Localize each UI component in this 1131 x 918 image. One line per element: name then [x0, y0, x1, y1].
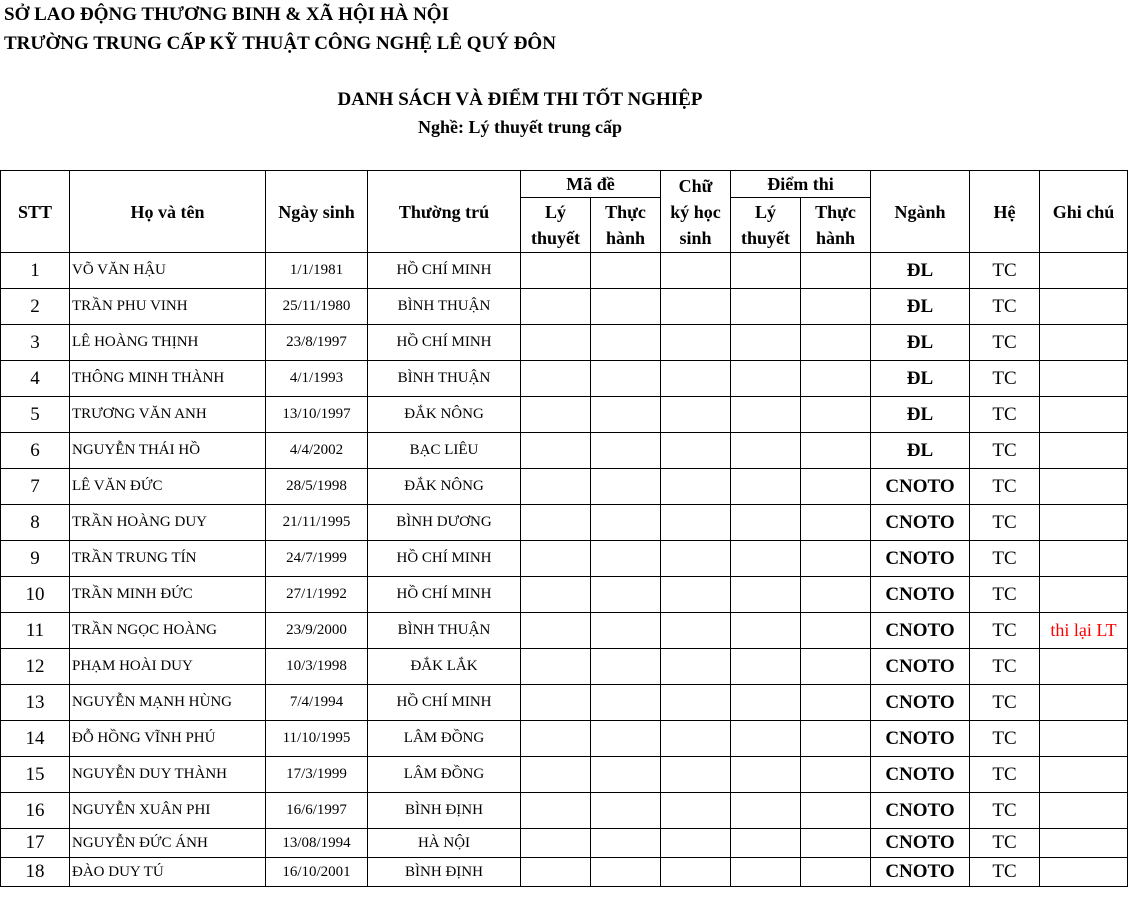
row-score-practice	[801, 577, 871, 613]
table-row	[1, 433, 1128, 469]
org-line-1: SỞ LAO ĐỘNG THƯƠNG BINH & XÃ HỘI HÀ NỘI	[4, 4, 449, 25]
row-dob: 21/11/1995	[266, 505, 368, 541]
row-score-practice	[801, 613, 871, 649]
row-stt: 3	[1, 325, 70, 361]
row-major: CNOTO	[871, 577, 970, 613]
org-line-2: TRƯỜNG TRUNG CẤP KỸ THUẬT CÔNG NGHỆ LÊ QUÝ ĐÔN	[4, 33, 556, 54]
row-address: ĐẮK LẮK	[368, 649, 521, 685]
row-exam-code-practice	[591, 253, 661, 289]
row-score-theory	[731, 253, 801, 289]
row-exam-code-theory	[521, 253, 591, 289]
row-exam-code-theory	[521, 325, 591, 361]
header-signature-line2: ký học	[670, 201, 721, 222]
row-name: NGUYỄN ĐỨC ÁNH	[70, 829, 266, 858]
row-signature	[661, 757, 731, 793]
row-exam-code-practice	[591, 649, 661, 685]
row-note	[1040, 793, 1128, 829]
row-dob: 7/4/1994	[266, 685, 368, 721]
row-score-practice	[801, 858, 871, 887]
row-name: TRƯƠNG VĂN ANH	[70, 397, 266, 433]
row-exam-code-practice	[591, 577, 661, 613]
row-exam-code-theory	[521, 649, 591, 685]
row-note	[1040, 397, 1128, 433]
exam-results-table	[0, 170, 1128, 887]
row-name: TRẦN HOÀNG DUY	[70, 505, 266, 541]
header-score-practice	[801, 198, 871, 253]
row-name: PHẠM HOÀI DUY	[70, 649, 266, 685]
row-major: CNOTO	[871, 613, 970, 649]
row-system: TC	[970, 613, 1040, 649]
row-signature	[661, 289, 731, 325]
row-exam-code-theory	[521, 793, 591, 829]
row-name: LÊ VĂN ĐỨC	[70, 469, 266, 505]
row-score-practice	[801, 505, 871, 541]
row-stt: 12	[1, 649, 70, 685]
row-exam-code-practice	[591, 793, 661, 829]
row-score-theory	[731, 397, 801, 433]
row-address: LÂM ĐỒNG	[368, 757, 521, 793]
row-system: TC	[970, 289, 1040, 325]
header-dob: Ngày sinh	[266, 171, 368, 253]
header-exam-code: Mã đề	[521, 171, 661, 198]
row-exam-code-practice	[591, 325, 661, 361]
row-score-theory	[731, 793, 801, 829]
header-major: Ngành	[871, 171, 970, 253]
row-score-theory	[731, 757, 801, 793]
row-exam-code-practice	[591, 613, 661, 649]
row-address: HỒ CHÍ MINH	[368, 541, 521, 577]
row-dob: 13/08/1994	[266, 829, 368, 858]
row-address: BÌNH ĐỊNH	[368, 793, 521, 829]
header-exam-code-theory-line1: Lý	[544, 202, 566, 222]
header-score-practice-line1: Thực	[815, 202, 856, 222]
row-address: ĐẮK NÔNG	[368, 397, 521, 433]
row-score-practice	[801, 757, 871, 793]
table-row	[1, 505, 1128, 541]
row-system: TC	[970, 397, 1040, 433]
row-stt: 11	[1, 613, 70, 649]
row-exam-code-theory	[521, 541, 591, 577]
row-dob: 24/7/1999	[266, 541, 368, 577]
row-major: CNOTO	[871, 757, 970, 793]
row-exam-code-practice	[591, 397, 661, 433]
row-note	[1040, 433, 1128, 469]
header-signature	[661, 171, 731, 253]
row-address: BÌNH ĐỊNH	[368, 858, 521, 887]
header-exam-code-theory	[521, 198, 591, 253]
row-score-practice	[801, 793, 871, 829]
row-exam-code-theory	[521, 613, 591, 649]
row-exam-code-theory	[521, 289, 591, 325]
row-note	[1040, 649, 1128, 685]
row-signature	[661, 361, 731, 397]
row-name: NGUYỄN XUÂN PHI	[70, 793, 266, 829]
row-address: BẠC LIÊU	[368, 433, 521, 469]
row-score-theory	[731, 649, 801, 685]
row-signature	[661, 505, 731, 541]
row-exam-code-practice	[591, 505, 661, 541]
row-score-practice	[801, 325, 871, 361]
row-name: NGUYỄN THÁI HỒ	[70, 433, 266, 469]
table-row	[1, 397, 1128, 433]
row-major: CNOTO	[871, 829, 970, 858]
row-score-practice	[801, 433, 871, 469]
row-score-theory	[731, 613, 801, 649]
row-exam-code-practice	[591, 721, 661, 757]
row-score-practice	[801, 289, 871, 325]
row-name: TRẦN NGỌC HOÀNG	[70, 613, 266, 649]
header-score-theory-line1: Lý	[754, 202, 776, 222]
row-dob: 4/4/2002	[266, 433, 368, 469]
row-major: ĐL	[871, 253, 970, 289]
row-score-practice	[801, 469, 871, 505]
table-row	[1, 685, 1128, 721]
row-note	[1040, 469, 1128, 505]
row-name: TRẦN PHU VINH	[70, 289, 266, 325]
row-note	[1040, 325, 1128, 361]
row-note	[1040, 858, 1128, 887]
row-system: TC	[970, 793, 1040, 829]
header-score: Điểm thi	[731, 171, 871, 198]
row-score-theory	[731, 685, 801, 721]
row-score-theory	[731, 361, 801, 397]
row-signature	[661, 325, 731, 361]
row-major: CNOTO	[871, 469, 970, 505]
row-exam-code-theory	[521, 829, 591, 858]
row-address: HỒ CHÍ MINH	[368, 685, 521, 721]
row-exam-code-theory	[521, 757, 591, 793]
row-signature	[661, 541, 731, 577]
row-score-practice	[801, 361, 871, 397]
row-signature	[661, 649, 731, 685]
row-stt: 10	[1, 577, 70, 613]
table-row	[1, 541, 1128, 577]
row-major: CNOTO	[871, 793, 970, 829]
row-dob: 1/1/1981	[266, 253, 368, 289]
row-dob: 16/10/2001	[266, 858, 368, 887]
row-system: TC	[970, 757, 1040, 793]
row-stt: 5	[1, 397, 70, 433]
header-score-theory-line2: thuyết	[741, 228, 790, 248]
row-major: ĐL	[871, 361, 970, 397]
row-stt: 2	[1, 289, 70, 325]
row-score-theory	[731, 505, 801, 541]
row-dob: 23/9/2000	[266, 613, 368, 649]
row-exam-code-practice	[591, 541, 661, 577]
row-dob: 27/1/1992	[266, 577, 368, 613]
row-note: thi lại LT	[1040, 613, 1128, 649]
header-address: Thường trú	[368, 171, 521, 253]
header-signature-line3: sinh	[679, 227, 712, 248]
row-dob: 4/1/1993	[266, 361, 368, 397]
row-score-theory	[731, 829, 801, 858]
row-note	[1040, 505, 1128, 541]
row-score-theory	[731, 325, 801, 361]
row-dob: 16/6/1997	[266, 793, 368, 829]
row-system: TC	[970, 541, 1040, 577]
row-address: BÌNH DƯƠNG	[368, 505, 521, 541]
row-exam-code-theory	[521, 505, 591, 541]
row-stt: 13	[1, 685, 70, 721]
table-row	[1, 253, 1128, 289]
row-note	[1040, 361, 1128, 397]
row-score-practice	[801, 253, 871, 289]
row-major: CNOTO	[871, 649, 970, 685]
header-score-practice-line2: hành	[815, 228, 856, 248]
row-score-theory	[731, 289, 801, 325]
row-note	[1040, 541, 1128, 577]
row-note	[1040, 685, 1128, 721]
row-signature	[661, 829, 731, 858]
row-stt: 14	[1, 721, 70, 757]
row-score-practice	[801, 397, 871, 433]
row-name: NGUYỄN DUY THÀNH	[70, 757, 266, 793]
row-name: TRẦN TRUNG TÍN	[70, 541, 266, 577]
row-note	[1040, 289, 1128, 325]
header-exam-code-practice	[591, 198, 661, 253]
table-row	[1, 577, 1128, 613]
row-system: TC	[970, 685, 1040, 721]
row-exam-code-practice	[591, 858, 661, 887]
row-stt: 4	[1, 361, 70, 397]
header-score-theory	[731, 198, 801, 253]
table-row	[1, 289, 1128, 325]
row-name: LÊ HOÀNG THỊNH	[70, 325, 266, 361]
header-exam-code-theory-line2: thuyết	[531, 228, 580, 248]
row-system: TC	[970, 577, 1040, 613]
row-signature	[661, 577, 731, 613]
row-exam-code-practice	[591, 289, 661, 325]
row-stt: 15	[1, 757, 70, 793]
row-exam-code-theory	[521, 721, 591, 757]
row-signature	[661, 397, 731, 433]
row-name: VÕ VĂN HẬU	[70, 253, 266, 289]
row-signature	[661, 793, 731, 829]
row-system: TC	[970, 858, 1040, 887]
row-note	[1040, 757, 1128, 793]
row-note	[1040, 721, 1128, 757]
row-exam-code-practice	[591, 757, 661, 793]
table-row	[1, 361, 1128, 397]
row-stt: 9	[1, 541, 70, 577]
row-dob: 17/3/1999	[266, 757, 368, 793]
row-stt: 8	[1, 505, 70, 541]
row-signature	[661, 685, 731, 721]
row-stt: 17	[1, 829, 70, 858]
row-dob: 11/10/1995	[266, 721, 368, 757]
row-exam-code-practice	[591, 829, 661, 858]
row-exam-code-practice	[591, 685, 661, 721]
row-address: ĐẮK NÔNG	[368, 469, 521, 505]
row-address: LÂM ĐỒNG	[368, 721, 521, 757]
row-signature	[661, 721, 731, 757]
header-system: Hệ	[970, 171, 1040, 253]
row-major: ĐL	[871, 433, 970, 469]
row-exam-code-theory	[521, 577, 591, 613]
row-signature	[661, 253, 731, 289]
row-exam-code-theory	[521, 858, 591, 887]
row-major: CNOTO	[871, 858, 970, 887]
row-stt: 1	[1, 253, 70, 289]
row-name: ĐÀO DUY TÚ	[70, 858, 266, 887]
document-subtitle: Nghề: Lý thuyết trung cấp	[417, 117, 622, 137]
header-note: Ghi chú	[1040, 171, 1128, 253]
row-exam-code-theory	[521, 685, 591, 721]
row-score-practice	[801, 721, 871, 757]
row-stt: 18	[1, 858, 70, 887]
row-dob: 25/11/1980	[266, 289, 368, 325]
row-name: ĐỖ HỒNG VĨNH PHÚ	[70, 721, 266, 757]
row-exam-code-theory	[521, 397, 591, 433]
row-major: CNOTO	[871, 505, 970, 541]
row-stt: 6	[1, 433, 70, 469]
row-major: ĐL	[871, 397, 970, 433]
row-exam-code-theory	[521, 433, 591, 469]
table-row	[1, 325, 1128, 361]
row-note	[1040, 829, 1128, 858]
row-exam-code-practice	[591, 469, 661, 505]
row-dob: 28/5/1998	[266, 469, 368, 505]
row-address: BÌNH THUẬN	[368, 613, 521, 649]
row-name: NGUYỄN MẠNH HÙNG	[70, 685, 266, 721]
row-address: HỒ CHÍ MINH	[368, 577, 521, 613]
row-signature	[661, 433, 731, 469]
header-exam-code-practice-line2: hành	[605, 228, 646, 248]
row-stt: 7	[1, 469, 70, 505]
row-system: TC	[970, 253, 1040, 289]
row-system: TC	[970, 361, 1040, 397]
row-score-theory	[731, 721, 801, 757]
row-score-practice	[801, 541, 871, 577]
row-score-theory	[731, 541, 801, 577]
row-score-practice	[801, 685, 871, 721]
row-address: HÀ NỘI	[368, 829, 521, 858]
row-dob: 10/3/1998	[266, 649, 368, 685]
row-exam-code-theory	[521, 469, 591, 505]
header-exam-code-practice-line1: Thực	[605, 202, 646, 222]
row-name: TRẦN MINH ĐỨC	[70, 577, 266, 613]
table-row	[1, 721, 1128, 757]
header-name: Họ và tên	[70, 171, 266, 253]
table-row	[1, 829, 1128, 858]
row-score-theory	[731, 469, 801, 505]
table-row	[1, 757, 1128, 793]
document-title: DANH SÁCH VÀ ĐIỂM THI TỐT NGHIỆP	[337, 89, 703, 110]
row-system: TC	[970, 649, 1040, 685]
table-row	[1, 793, 1128, 829]
row-score-theory	[731, 433, 801, 469]
row-exam-code-theory	[521, 361, 591, 397]
table-row	[1, 469, 1128, 505]
row-signature	[661, 858, 731, 887]
row-system: TC	[970, 325, 1040, 361]
table-row	[1, 858, 1128, 887]
row-address: HỒ CHÍ MINH	[368, 253, 521, 289]
header-stt: STT	[1, 171, 70, 253]
row-note	[1040, 253, 1128, 289]
row-name: THÔNG MINH THÀNH	[70, 361, 266, 397]
row-system: TC	[970, 505, 1040, 541]
row-score-theory	[731, 858, 801, 887]
row-signature	[661, 613, 731, 649]
table-row	[1, 613, 1128, 649]
row-dob: 23/8/1997	[266, 325, 368, 361]
row-address: HỒ CHÍ MINH	[368, 325, 521, 361]
row-score-theory	[731, 577, 801, 613]
row-score-practice	[801, 649, 871, 685]
row-system: TC	[970, 829, 1040, 858]
row-major: CNOTO	[871, 685, 970, 721]
row-exam-code-practice	[591, 433, 661, 469]
row-system: TC	[970, 721, 1040, 757]
row-major: ĐL	[871, 325, 970, 361]
row-signature	[661, 469, 731, 505]
row-major: CNOTO	[871, 721, 970, 757]
row-score-practice	[801, 829, 871, 858]
row-address: BÌNH THUẬN	[368, 289, 521, 325]
row-major: ĐL	[871, 289, 970, 325]
row-address: BÌNH THUẬN	[368, 361, 521, 397]
row-note	[1040, 577, 1128, 613]
row-major: CNOTO	[871, 541, 970, 577]
row-dob: 13/10/1997	[266, 397, 368, 433]
row-system: TC	[970, 433, 1040, 469]
table-row	[1, 649, 1128, 685]
row-stt: 16	[1, 793, 70, 829]
header-signature-line1: Chữ	[678, 175, 713, 196]
row-system: TC	[970, 469, 1040, 505]
row-exam-code-practice	[591, 361, 661, 397]
